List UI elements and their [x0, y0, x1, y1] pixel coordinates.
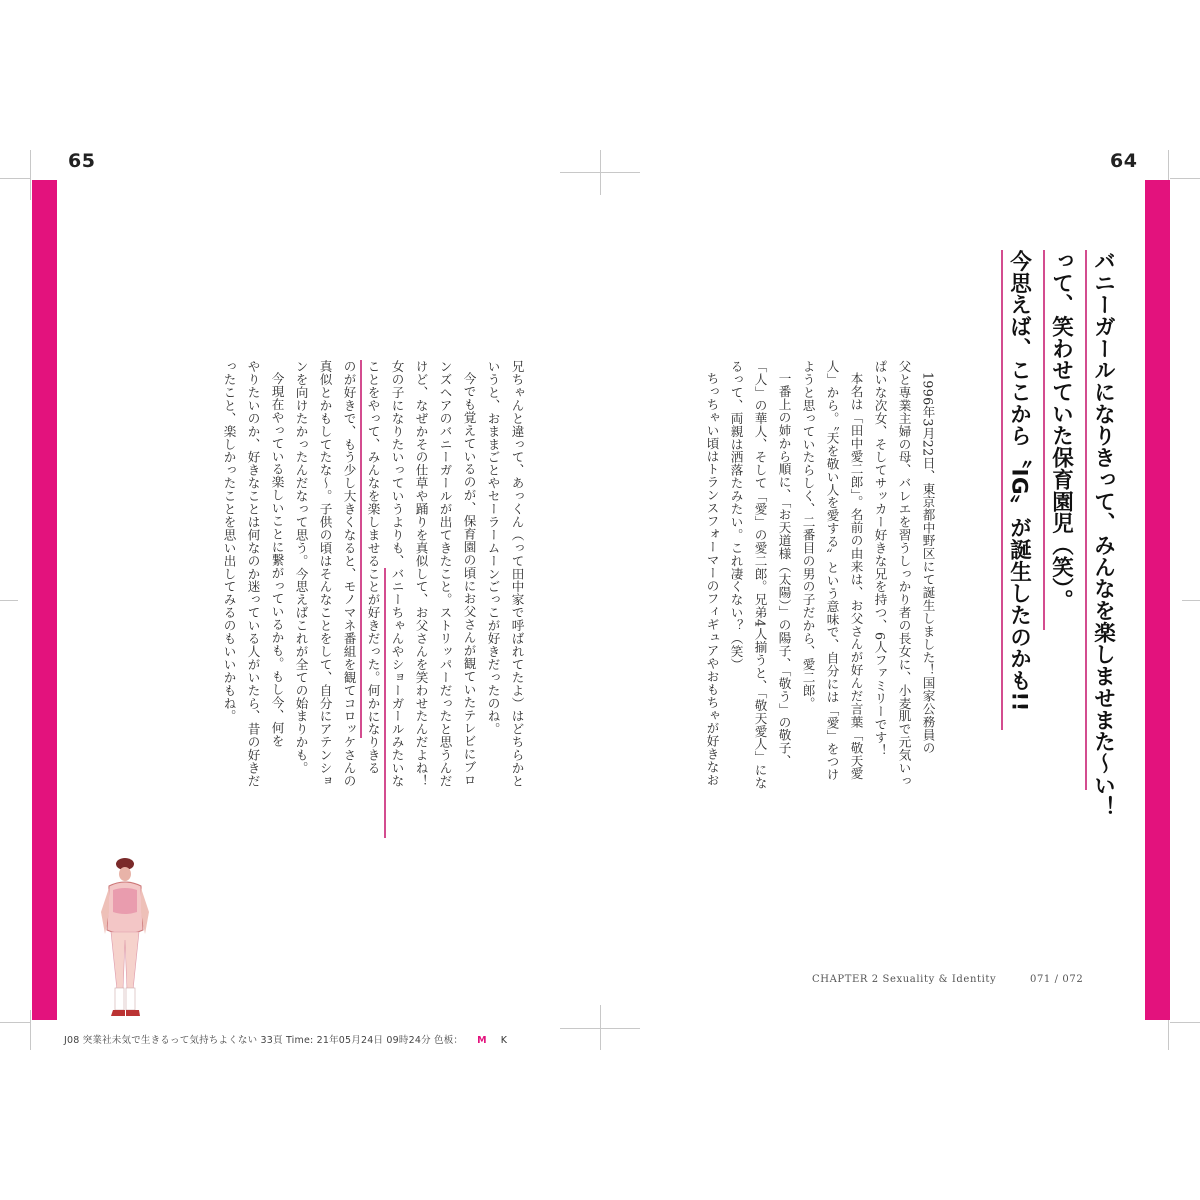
crop-mark — [1170, 178, 1200, 179]
headline-underline — [1043, 250, 1045, 630]
body-text: 女の子になりたいっていうよりも、 — [389, 360, 405, 568]
body-column: ったこと、楽しかったことを思い出してみるのもいいかもね。 — [221, 360, 237, 723]
body-text: 何かになりきる — [365, 683, 381, 775]
plate-m: M — [477, 1035, 487, 1046]
headline-underline — [1001, 250, 1003, 730]
crop-mark — [30, 150, 31, 200]
crop-mark — [30, 1010, 31, 1050]
body-column: のが好きで、もう少し大きくなると、モノマネ番組を観てコロッケさんの — [341, 360, 357, 788]
page-number-left: 65 — [68, 150, 96, 172]
body-column — [366, 360, 379, 774]
accent-bar-left — [32, 180, 57, 1020]
body-column: 真似とかもしてたな～。子供の頃はそんなことをして、自分にアテンショ — [317, 360, 333, 788]
body-column: 本名は「田中愛二郎」。名前の由来は、お父さんが好んだ言葉「敬天愛 — [848, 372, 864, 781]
crop-mark — [560, 172, 640, 173]
headline-underline — [1085, 250, 1087, 790]
body-column: いうと、おままごとやセーラームーンごっこが好きだったのね。 — [485, 360, 501, 736]
crop-mark — [1170, 1022, 1200, 1023]
body-column: 一番上の姉から順に、「お天道様（太陽）」の陽子、「敬う」の敬子、 — [776, 372, 792, 768]
headline-line-3: 今思えば、ここから〝IG〟が誕生したのかも!! — [1006, 250, 1032, 712]
emphasis-underline — [360, 360, 362, 738]
body-column: やりたいのか、好きなことは何なのか迷っている人がいたら、昔の好きだ — [245, 360, 261, 788]
plate-k: K — [500, 1035, 508, 1046]
body-column: ンを向けたかったんだなって思う。今思えばこれが全ての始まりかも。 — [293, 360, 309, 775]
body-column: ンズヘアのバニーガールが出てきたこと。ストリッパーだったと思うんだ — [437, 360, 453, 788]
emphasis-text: みんなを楽しませることが好きだった。 — [365, 450, 381, 684]
crop-mark — [0, 1022, 30, 1023]
accent-bar-right — [1145, 180, 1170, 1020]
body-column: ちっちゃい頃はトランスフォーマーのフィギュアやおもちゃが好きなお — [704, 372, 720, 787]
body-column: 1996年3月22日、東京都中野区にて誕生しました！国家公務員の — [920, 372, 936, 755]
body-column: るって、両親は洒落たみたい。これ凄くない？（笑） — [728, 360, 744, 671]
crop-mark — [1182, 600, 1200, 601]
chapter-label: CHAPTER 2 Sexuality & Identity — [812, 974, 997, 985]
body-column: ようと思っていたらしく、二番目の男の子だから、愛二郎。 — [800, 360, 816, 710]
emphasis-underline — [384, 568, 386, 838]
emphasis-text: ことをやって、 — [365, 360, 381, 451]
body-column: 人」から。〝天を敬い人を愛する〟という意味で、自分には「愛」をつけ — [824, 360, 840, 782]
body-column: 兄ちゃんと違って、あっくん（って田中家で呼ばれてたよ）はどちらかと — [509, 360, 525, 788]
body-column: 「人」の華人、そして「愛」の愛二郎。兄弟4人揃うと、「敬天愛人」にな — [752, 360, 768, 790]
page-number-right: 64 — [1110, 150, 1138, 172]
crop-mark — [0, 178, 30, 179]
crop-mark — [0, 600, 18, 601]
emphasis-text: バニーちゃんやショーガールみたいな — [389, 567, 405, 788]
body-column: 今現在やっている楽しいことに繋がっているかも。もし今、何を — [269, 372, 285, 748]
print-slug-text: J08 突業社未気で生きるって気持ちよくない 33頁 Time: 21年05月24日 09時24分 色板： — [64, 1035, 464, 1046]
body-column: 父と専業主婦の母、バレエを習うしっかり者の長女に、小麦肌で元気いっ — [896, 360, 912, 788]
body-column — [390, 360, 403, 787]
illustrated-figure-icon — [95, 850, 155, 1020]
headline-line-2: って、笑わせていた保育園児（笑）。 — [1048, 250, 1074, 611]
body-column: 今でも覚えているのが、保育園の頃にお父さんが観ていたテレビにブロ — [461, 372, 477, 787]
chapter-page-range: 071 / 072 — [1030, 974, 1084, 985]
body-column: ぱいな次女、そしてサッカー好きな兄を持つ、6人ファミリーです！ — [872, 360, 888, 757]
crop-mark — [560, 1028, 640, 1029]
print-slug — [64, 1032, 507, 1046]
headline-line-1: バニーガールになりきって、みんなを楽しませまた～い！ — [1090, 250, 1116, 819]
body-column: けど、なぜかその仕草や踊りを真似して、お父さんを笑わせたんだよね！ — [413, 360, 429, 788]
